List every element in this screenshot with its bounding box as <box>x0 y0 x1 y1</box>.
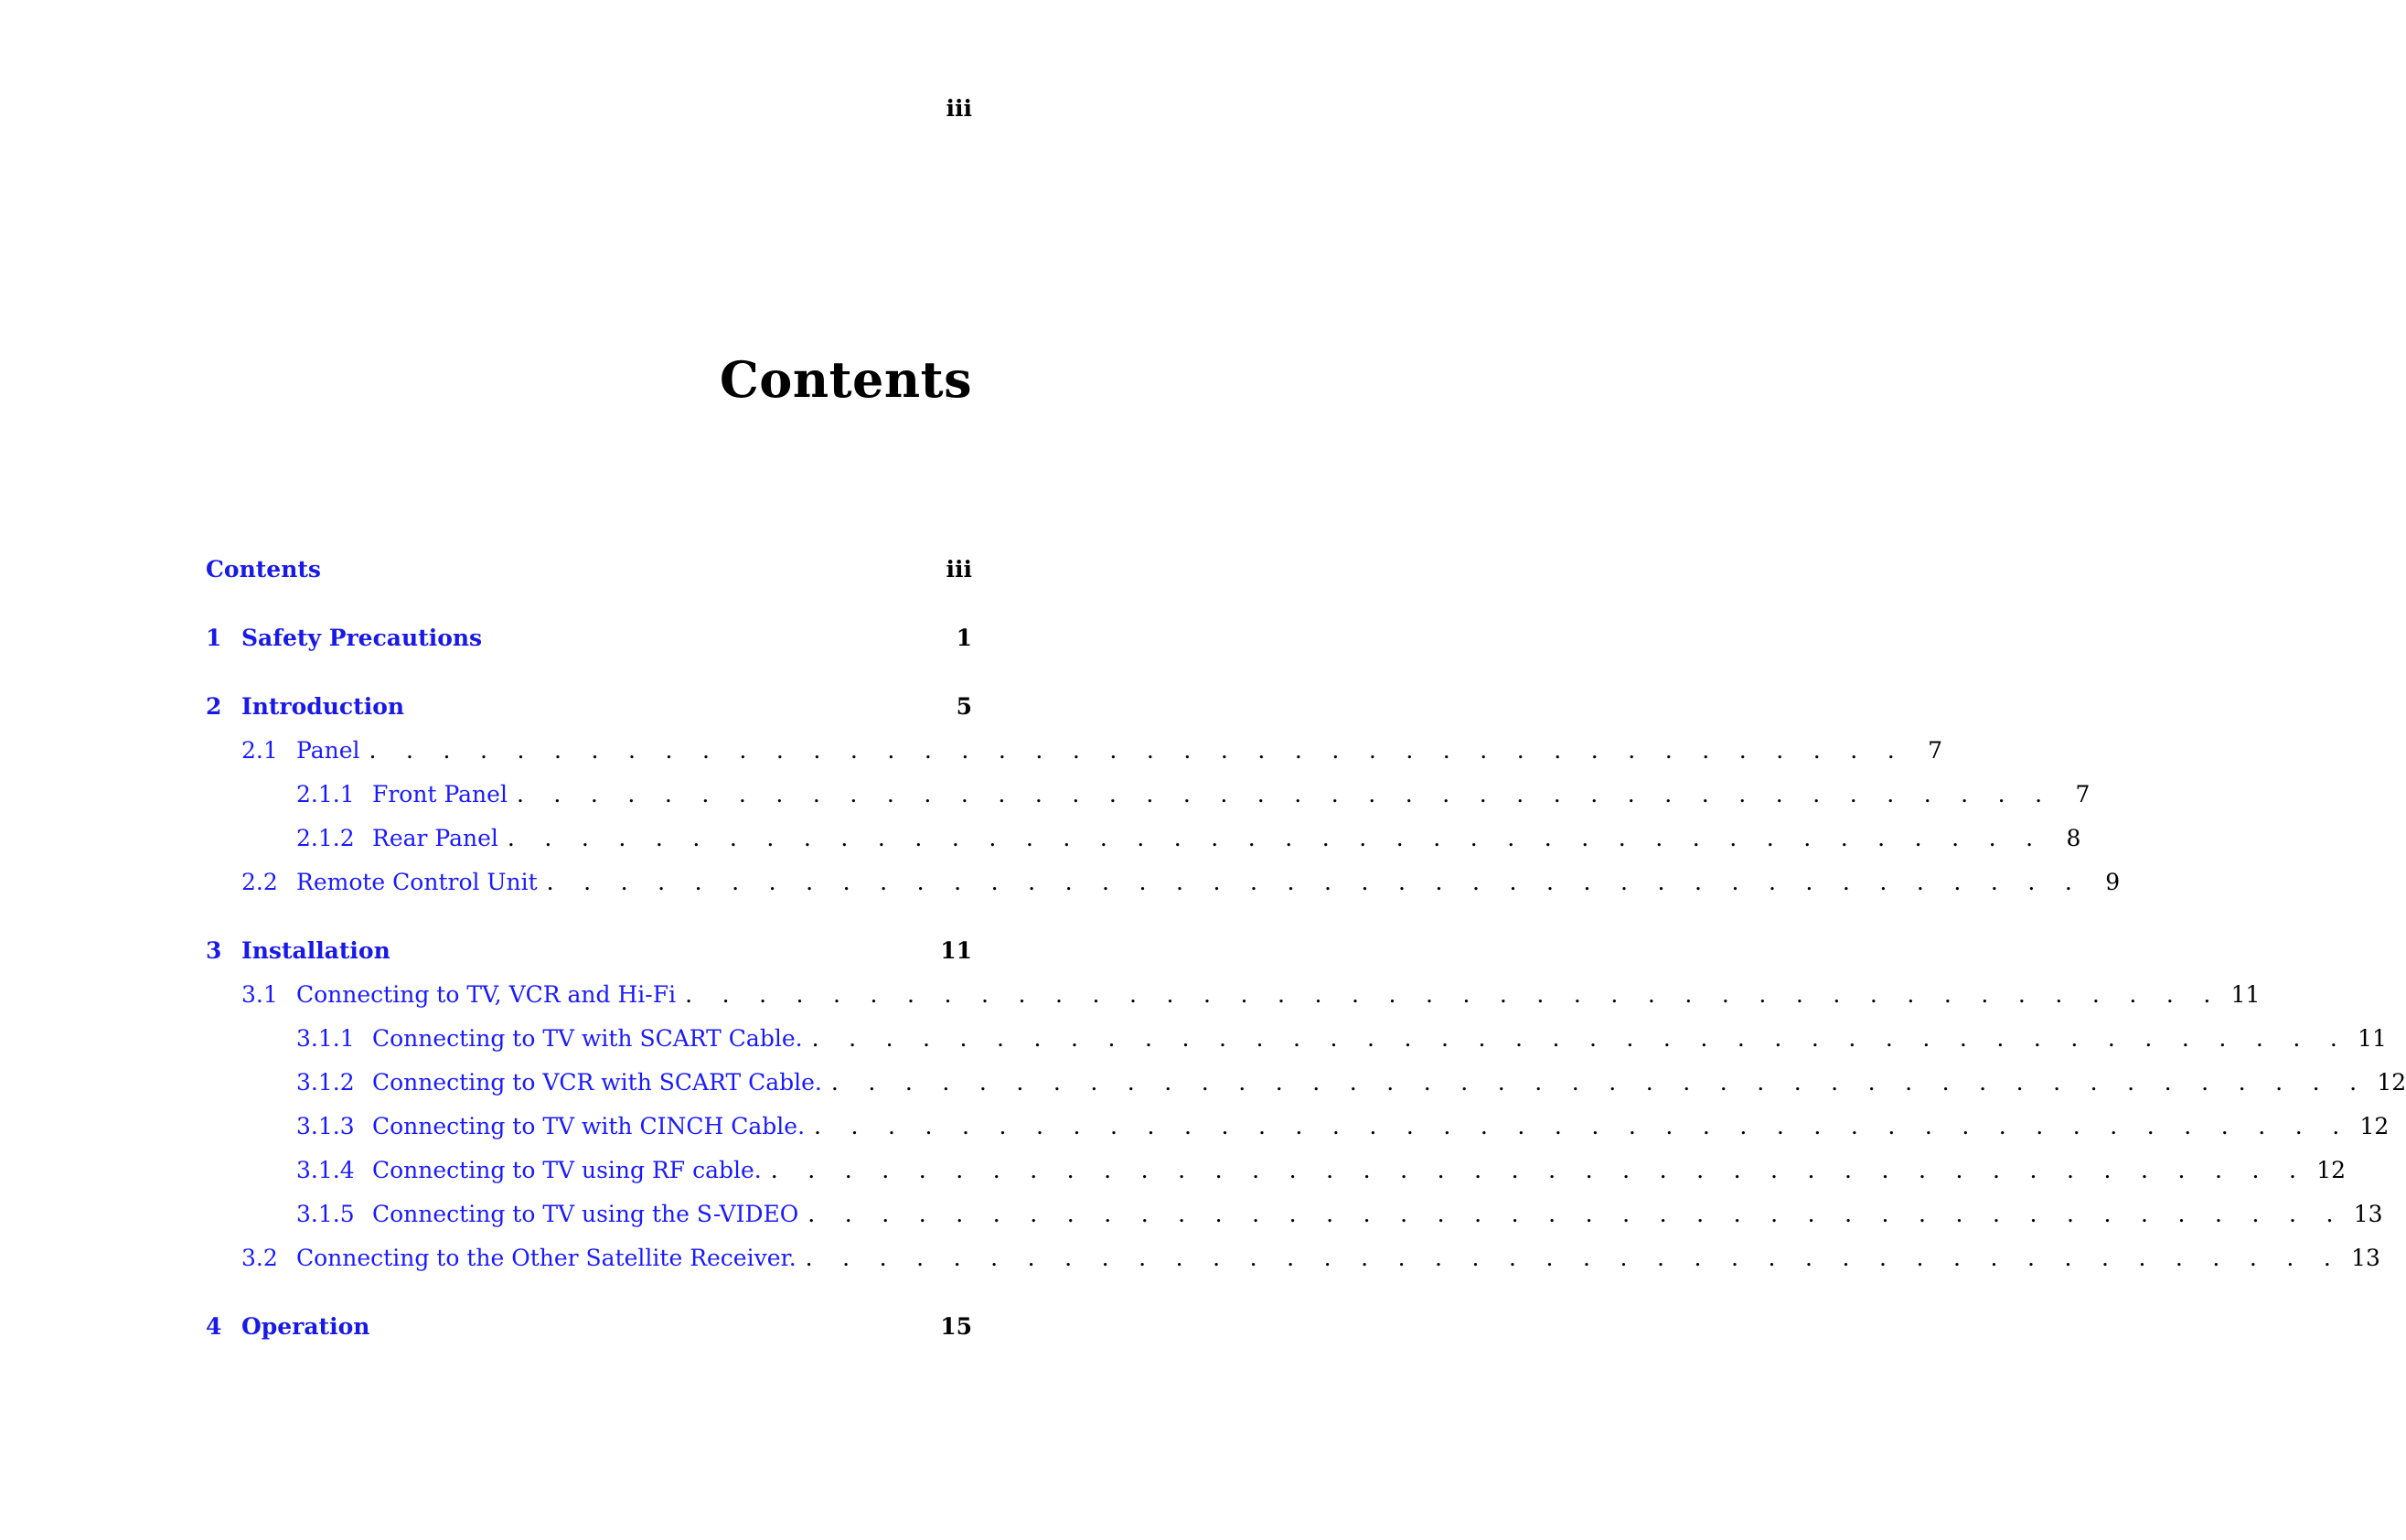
toc-entry-title: Installation <box>241 937 390 964</box>
toc-entry-page: 8 <box>2066 825 2081 851</box>
toc-entry-title: Remote Control Unit <box>296 869 538 895</box>
toc-entry-title: Connecting to TV using the S-VIDEO <box>372 1201 799 1227</box>
toc-entry-page: 11 <box>2358 1025 2387 1052</box>
toc-entry-subsection-2-1-2[interactable] <box>206 823 2081 854</box>
toc-entry-section-2-2[interactable] <box>206 867 2121 898</box>
toc-entry-page: 12 <box>2359 1113 2390 1139</box>
toc-entry-title: Front Panel <box>372 781 508 807</box>
toc-entry-page: 9 <box>2105 869 2121 895</box>
toc-entry-page: 12 <box>2316 1157 2347 1183</box>
toc-entry-chapter-2[interactable] <box>206 691 972 722</box>
toc-leader-dots: . . . . . . . . . . . . . . . . . . . . . . . . . . . . . . . . . . . . . . . . . . <box>507 825 2045 851</box>
toc-leader-dots: . . . . . . . . . . . . . . . . . . . . . . . . . . . . . . . . . . . . . . . . . . <box>807 1201 2345 1227</box>
toc-entry-page: 13 <box>2353 1201 2383 1227</box>
toc-entry-number: 2.2 <box>241 869 278 895</box>
toc-entry-number: 3.1 <box>241 981 278 1008</box>
toc-entry-number: 2.1 <box>241 737 278 764</box>
toc-entry-number: 2.1.1 <box>296 781 355 807</box>
toc-entry-page: 1 <box>956 625 972 651</box>
toc-entry-chapter-4[interactable] <box>206 1311 972 1342</box>
toc-entry-number: 4 <box>206 1313 222 1340</box>
toc-entry-number: 1 <box>206 625 222 651</box>
toc-entry-title: Rear Panel <box>372 825 498 851</box>
toc-entry-number: 2 <box>206 693 222 720</box>
toc-entry-number: 3.1.2 <box>296 1069 355 1096</box>
toc-leader-dots: . . . . . . . . . . . . . . . . . . . . . . . . . . . . . . . . . . . . . . . . . . <box>546 869 2084 895</box>
toc-entry-section-3-1[interactable] <box>206 979 2261 1011</box>
toc-entry-contents[interactable] <box>206 554 972 585</box>
toc-entry-title: Connecting to the Other Satellite Receiver. <box>296 1245 797 1271</box>
table-of-contents <box>206 0 2406 1540</box>
toc-entry-number: 3.1.4 <box>296 1157 355 1183</box>
toc-entry-page: 7 <box>2075 781 2091 807</box>
toc-entry-page: 15 <box>940 1313 972 1340</box>
toc-leader-dots: . . . . . . . . . . . . . . . . . . . . . . . . . . . . . . . . . . . . . . . . . . <box>814 1113 2351 1139</box>
toc-entry-chapter-3[interactable] <box>206 936 972 967</box>
toc-leader-dots: . . . . . . . . . . . . . . . . . . . . . . . . . . . . . . . . . . . . . . . . . . <box>369 737 1906 764</box>
toc-entry-subsection-3-1-2[interactable] <box>206 1067 2406 1098</box>
toc-entry-number: 2.1.2 <box>296 825 355 851</box>
toc-entry-title: Safety Precautions <box>241 625 483 651</box>
toc-entry-number: 3.2 <box>241 1245 278 1271</box>
toc-entry-number: 3.1.3 <box>296 1113 355 1139</box>
toc-entry-title: Connecting to TV using RF cable. <box>372 1157 762 1183</box>
toc-entry-title: Connecting to VCR with SCART Cable. <box>372 1069 822 1096</box>
toc-leader-dots: . . . . . . . . . . . . . . . . . . . . . . . . . . . . . . . . . . . . . . . . . . <box>685 981 2222 1008</box>
toc-entry-page: 7 <box>1928 737 1942 764</box>
toc-entry-subsection-3-1-4[interactable] <box>206 1155 2347 1186</box>
toc-entry-page: 11 <box>2230 981 2261 1008</box>
toc-entry-title: Contents <box>206 556 322 583</box>
toc-entry-title: Introduction <box>241 693 405 720</box>
page-title: Contents <box>719 350 972 409</box>
toc-entry-title: Connecting to TV with SCART Cable. <box>372 1025 803 1052</box>
toc-leader-dots: . . . . . . . . . . . . . . . . . . . . . . . . . . . . . . . . . . . . . . . . . . <box>830 1069 2369 1096</box>
toc-entry-title: Panel <box>296 737 360 764</box>
toc-entry-section-3-2[interactable] <box>206 1243 2380 1274</box>
toc-entry-page: 11 <box>940 937 972 964</box>
toc-entry-chapter-1[interactable] <box>206 623 972 654</box>
toc-entry-section-2-1[interactable] <box>206 735 1942 766</box>
toc-entry-title: Operation <box>241 1313 370 1340</box>
toc-entry-title: Connecting to TV with CINCH Cable. <box>372 1113 806 1139</box>
toc-entry-page: 5 <box>956 693 972 720</box>
toc-leader-dots: . . . . . . . . . . . . . . . . . . . . . . . . . . . . . . . . . . . . . . . . . . <box>805 1245 2343 1271</box>
page-number: iii <box>946 95 972 122</box>
toc-leader-dots: . . . . . . . . . . . . . . . . . . . . . . . . . . . . . . . . . . . . . . . . . . <box>516 781 2054 807</box>
toc-entry-page: 13 <box>2351 1245 2380 1271</box>
toc-leader-dots: . . . . . . . . . . . . . . . . . . . . . . . . . . . . . . . . . . . . . . . . . . <box>811 1025 2349 1052</box>
toc-leader-dots: . . . . . . . . . . . . . . . . . . . . . . . . . . . . . . . . . . . . . . . . . . <box>770 1157 2308 1183</box>
toc-entry-number: 3.1.1 <box>296 1025 355 1052</box>
toc-entry-subsection-3-1-1[interactable] <box>206 1023 2387 1054</box>
toc-entry-title: Connecting to TV, VCR and Hi-Fi <box>296 981 677 1008</box>
toc-entry-subsection-2-1-1[interactable] <box>206 779 2091 810</box>
toc-entry-subsection-3-1-3[interactable] <box>206 1111 2390 1142</box>
toc-entry-page: iii <box>946 556 972 583</box>
toc-entry-number: 3.1.5 <box>296 1201 355 1227</box>
toc-entry-page: 12 <box>2377 1069 2406 1096</box>
toc-entry-number: 3 <box>206 937 222 964</box>
toc-entry-subsection-3-1-5[interactable] <box>206 1199 2383 1230</box>
